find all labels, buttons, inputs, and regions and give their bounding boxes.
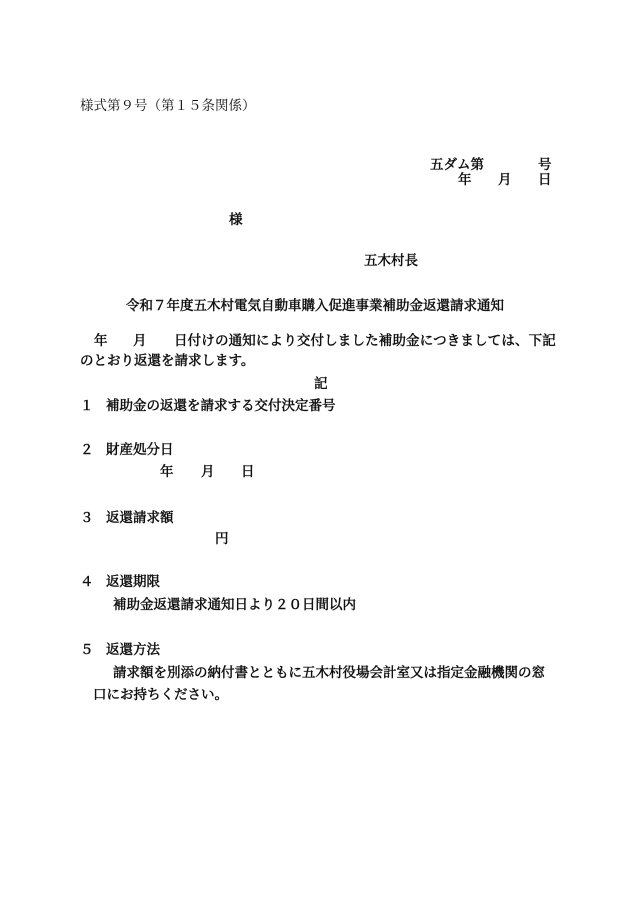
item-3-unit: 円	[215, 531, 229, 547]
item-5-label: 返還方法	[106, 642, 160, 658]
date-month: 月	[498, 172, 512, 188]
body-line2: のとおり返還を請求します。	[80, 353, 255, 369]
item-3-number: ３	[80, 510, 94, 526]
date-year: 年	[458, 172, 472, 188]
reference-suffix: 号	[538, 157, 552, 173]
item-5-detail-line1: 請求額を別添の納付書とともに五木村役場会計室又は指定金融機関の窓	[113, 665, 545, 681]
item-4-number: ４	[80, 574, 94, 590]
ki-heading: 記	[314, 376, 328, 392]
item-1-number: １	[80, 398, 94, 414]
document-title: 令和７年度五木村電気自動車購入促進事業補助金返還請求通知	[126, 298, 504, 314]
item-4-detail: 補助金返還請求通知日より２０日間以内	[113, 597, 356, 613]
item-4-label: 返還期限	[106, 574, 160, 590]
item-2-day: 日	[241, 464, 255, 480]
body-line1: 日付けの通知により交付しました補助金につきましては、下記	[174, 333, 556, 349]
item-3-label: 返還請求額	[106, 510, 174, 526]
item-2-year: 年	[160, 464, 174, 480]
item-2-label: 財産処分日	[106, 442, 174, 458]
item-1-label: 補助金の返還を請求する交付決定番号	[106, 398, 336, 414]
item-2-month: 月	[201, 464, 215, 480]
item-5-number: ５	[80, 642, 94, 658]
date-day: 日	[538, 172, 552, 188]
item-2-number: ２	[80, 442, 94, 458]
body-year: 年	[94, 333, 108, 349]
reference-prefix: 五ダム第	[430, 157, 484, 173]
form-label: 様式第９号（第１５条関係）	[80, 98, 256, 114]
addressee-suffix: 様	[229, 212, 243, 228]
body-month: 月	[133, 333, 147, 349]
sender: 五木村長	[364, 253, 418, 269]
item-5-detail-line2: 口にお持ちください。	[93, 687, 228, 703]
